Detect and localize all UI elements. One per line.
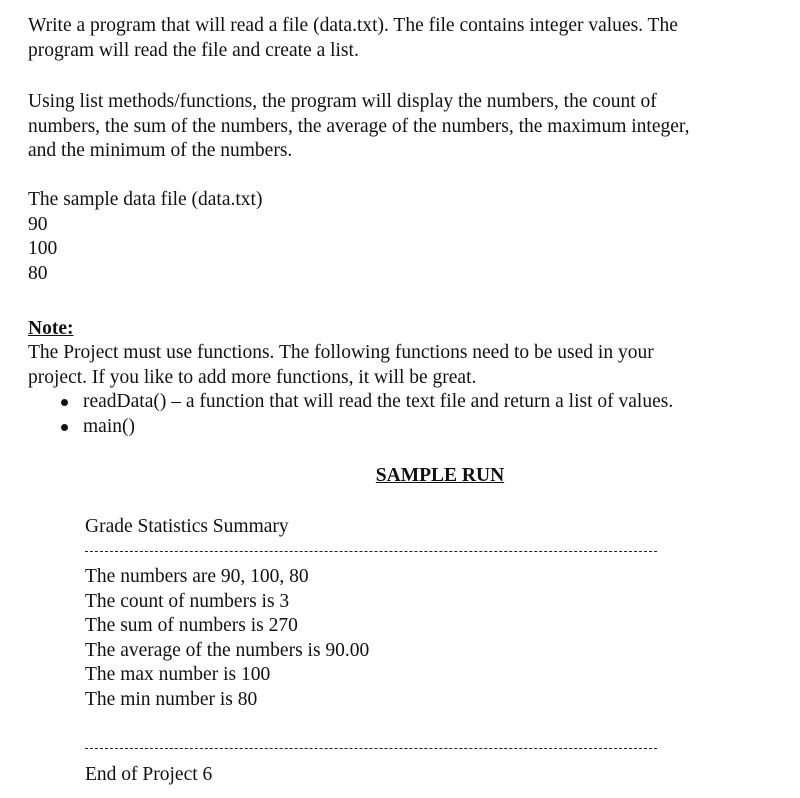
dashed-divider — [85, 748, 657, 749]
sample-file-value: 100 — [28, 238, 58, 259]
sample-file-value: 90 — [28, 213, 48, 235]
sample-file-label: The sample data file (data.txt) — [28, 189, 263, 210]
intro-line: program will read the file and create a list. — [28, 39, 359, 61]
function-list — [28, 390, 673, 439]
list-item-text: readData() – a function that will read the text file and return a list of values. — [83, 391, 674, 412]
bullet-icon — [61, 424, 68, 431]
dashed-divider — [85, 551, 657, 552]
sample-run-title: Grade Statistics Summary — [85, 516, 289, 537]
note-line: The Project must use functions. The following functions need to be used in your — [28, 342, 654, 363]
sample-run-output — [85, 565, 369, 712]
note-paragraph — [28, 341, 778, 390]
output-line: The min number is 80 — [85, 688, 258, 710]
sample-file-section — [28, 188, 778, 286]
sample-run-heading: SAMPLE RUN — [375, 465, 505, 486]
methods-paragraph — [28, 90, 778, 164]
intro-paragraph — [28, 14, 778, 63]
sample-file-value: 80 — [28, 262, 48, 284]
methods-line: and the minimum of the numbers. — [28, 140, 293, 161]
methods-line: numbers, the sum of the numbers, the average of the numbers, the maximum integer, — [28, 115, 690, 137]
list-item — [28, 390, 673, 415]
note-label: Note: — [28, 318, 74, 339]
note-line: project. If you like to add more functions, it will be great. — [28, 366, 477, 388]
output-line: The sum of numbers is 270 — [85, 615, 298, 636]
methods-line: Using list methods/functions, the program will display the numbers, the count of — [28, 91, 657, 112]
output-line: The count of numbers is 3 — [85, 590, 290, 612]
output-line: The max number is 100 — [85, 664, 271, 685]
sample-run-footer: End of Project 6 — [85, 764, 213, 785]
output-line: The average of the numbers is 90.00 — [85, 639, 370, 661]
intro-line: Write a program that will read a file (data.txt). The file contains integer values. The — [28, 15, 678, 36]
list-item — [28, 415, 673, 440]
list-item-text: main() — [83, 415, 135, 437]
bullet-icon — [61, 399, 68, 406]
output-line: The numbers are 90, 100, 80 — [85, 566, 309, 587]
